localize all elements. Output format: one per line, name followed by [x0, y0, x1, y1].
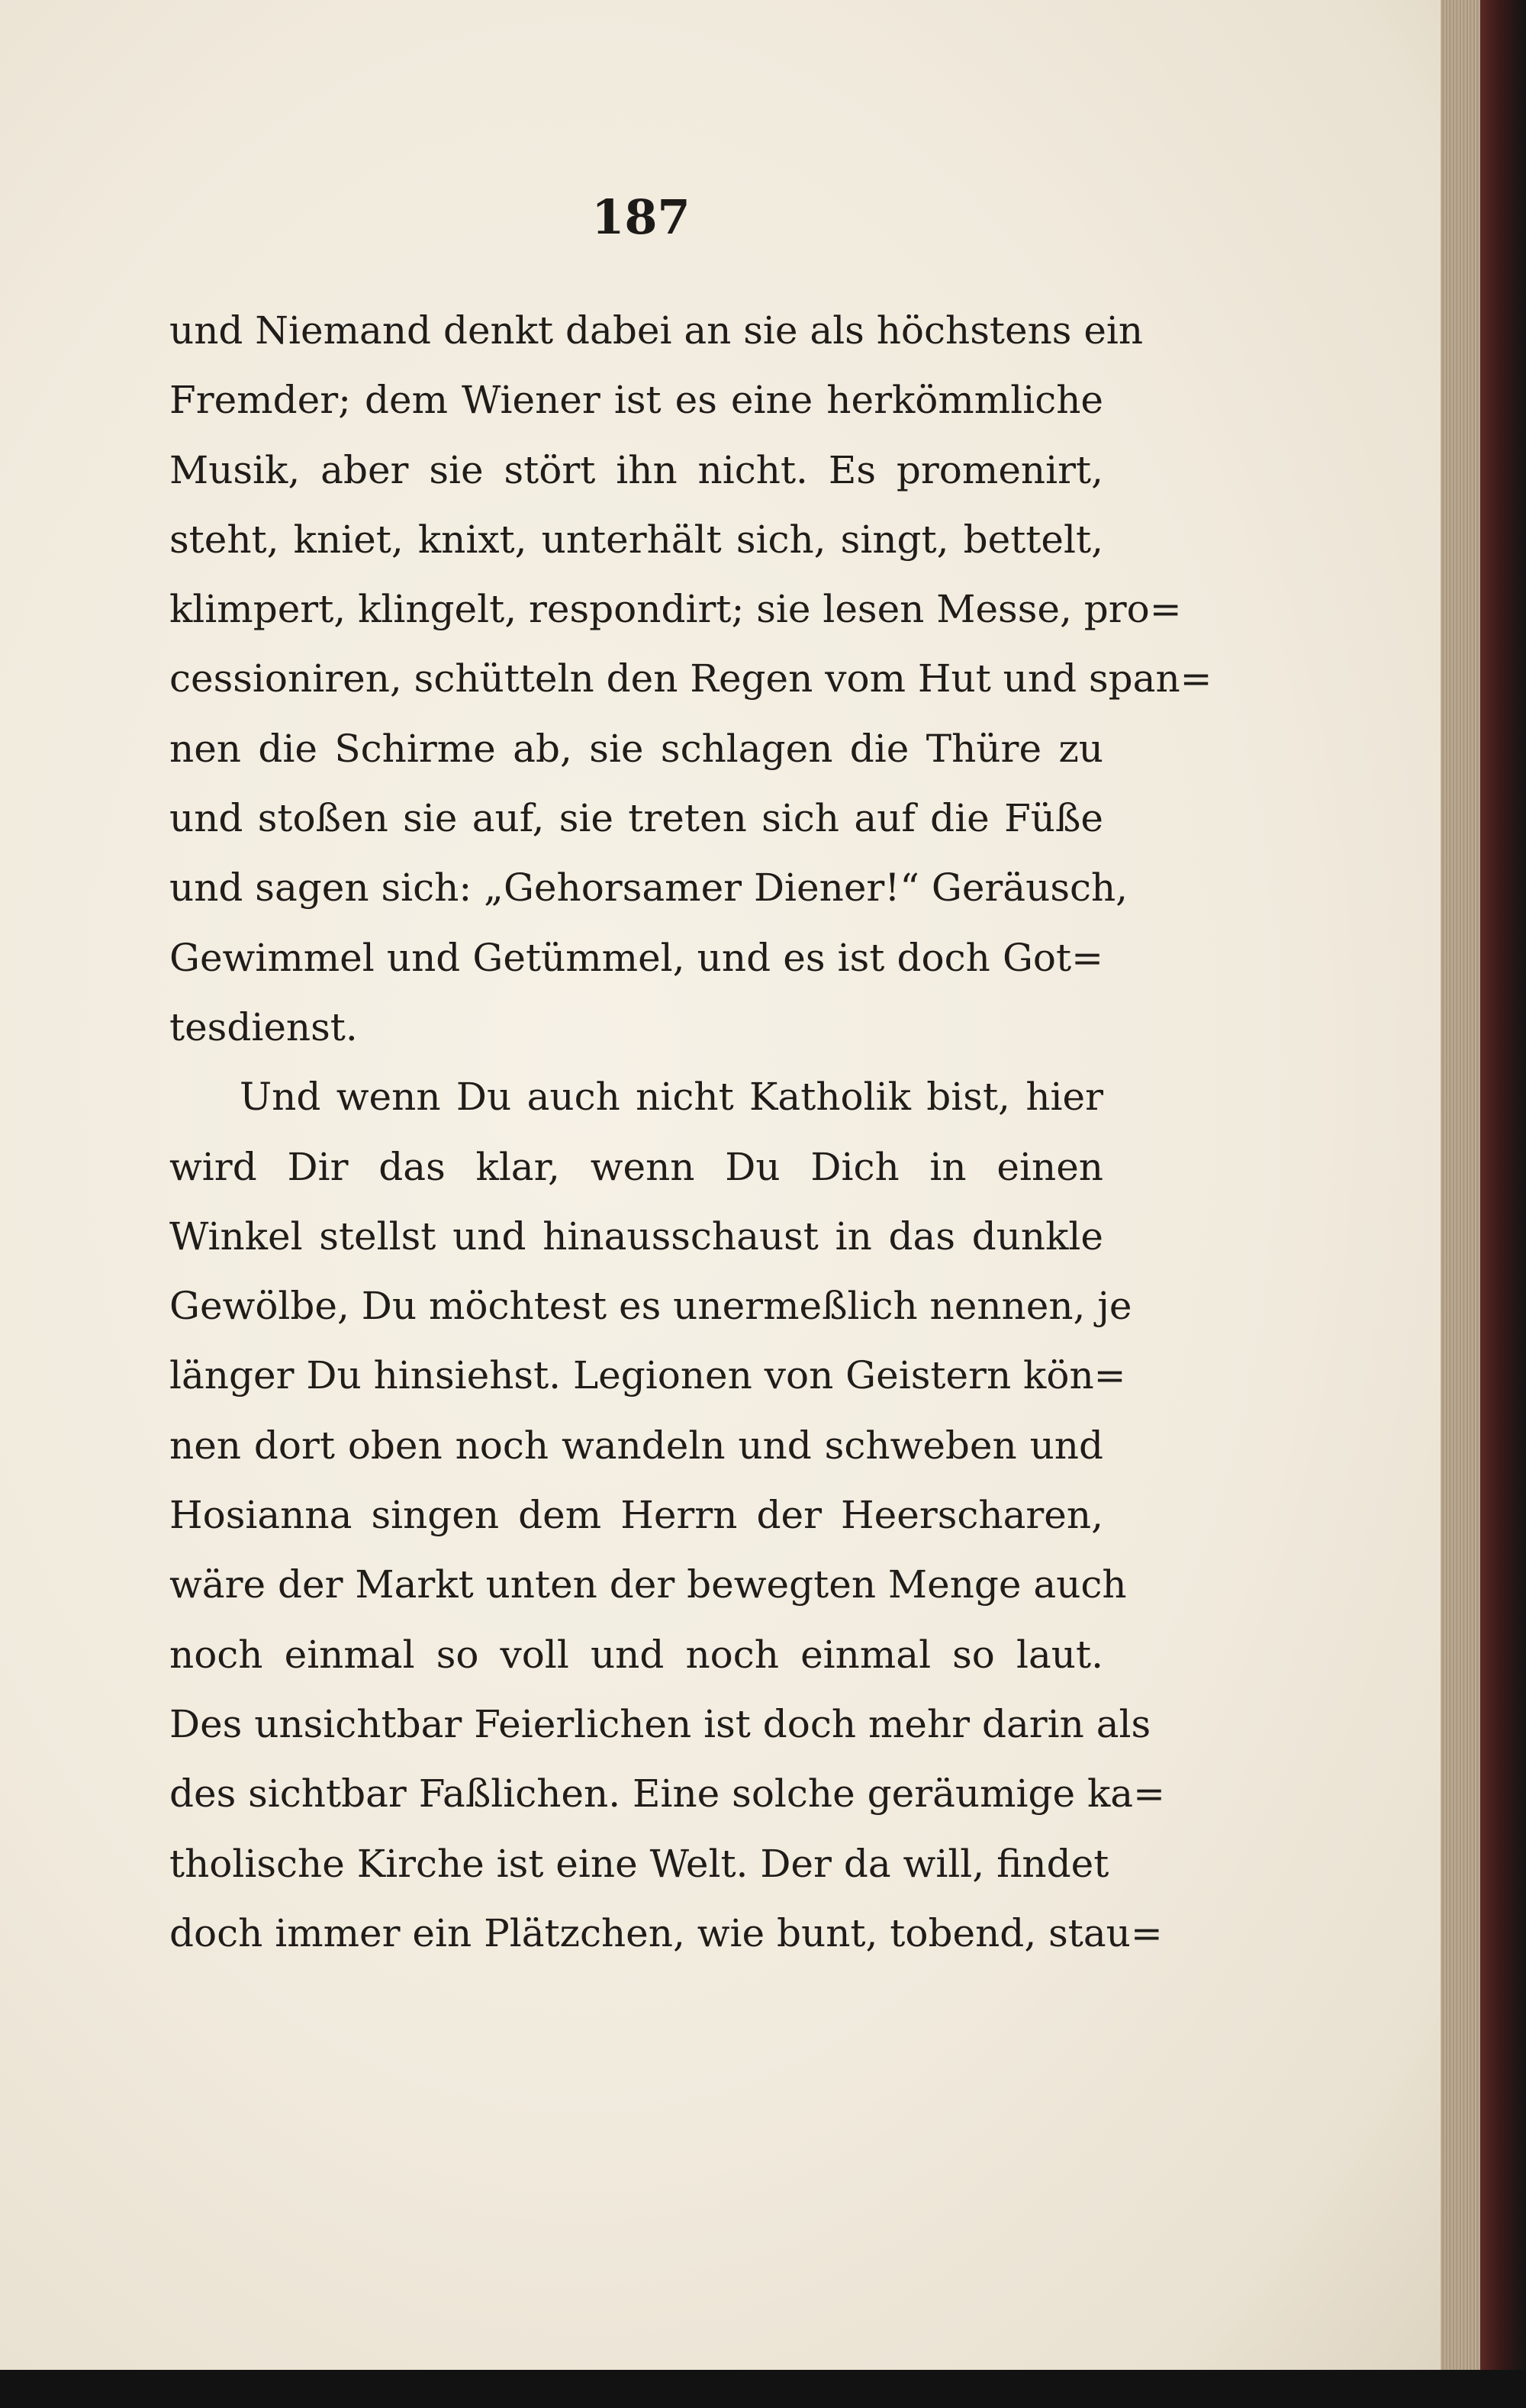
text-line: wird Dir das klar, wenn Du Dich in einen [169, 1144, 1103, 1189]
text-line: nen die Schirme ab, sie schlagen die Thüre zu [169, 726, 1103, 771]
text-line: länger Du hinsiehst. Legionen von Geistern kön= [169, 1353, 1126, 1398]
page-number: 187 [591, 189, 691, 245]
book-cover-edge [1480, 0, 1526, 2408]
body-text [169, 296, 1212, 1968]
text-line: und stoßen sie auf, sie treten sich auf die Füße [169, 796, 1103, 841]
text-line: Musik, aber sie stört ihn nicht. Es promenirt, [169, 447, 1103, 492]
text-line: klimpert, klingelt, respondirt; sie lesen Messe, pro= [169, 587, 1182, 632]
text-line: steht, kniet, knixt, unterhält sich, singt, bettelt, [169, 517, 1103, 562]
text-line: Hosianna singen dem Herrn der Heerscharen, [169, 1493, 1103, 1538]
text-line: Gewimmel und Getümmel, und es ist doch Got= [169, 935, 1103, 980]
text-line: cessioniren, schütteln den Regen vom Hut und span= [169, 656, 1212, 701]
text-line: und sagen sich: „Gehorsamer Diener!“ Geräusch, [169, 866, 1128, 911]
text-line: Gewölbe, Du möchtest es unermeßlich nennen, je [169, 1284, 1132, 1329]
text-line: des sichtbar Faßlichen. Eine solche geräumige ka= [169, 1771, 1166, 1816]
text-line: Winkel stellst und hinausschaust in das dunkle [169, 1214, 1103, 1259]
text-line: doch immer ein Plätzchen, wie bunt, tobend, stau= [169, 1910, 1163, 1955]
text-line: tholische Kirche ist eine Welt. Der da will, findet [169, 1841, 1109, 1886]
text-line: Fremder; dem Wiener ist es eine herkömmliche [169, 378, 1103, 423]
text-line: tesdienst. [169, 1004, 358, 1049]
scan-bottom-margin [0, 2370, 1526, 2408]
text-line: noch einmal so voll und noch einmal so laut. [169, 1632, 1103, 1677]
text-line: Des unsichtbar Feierlichen ist doch mehr darin als [169, 1701, 1151, 1746]
text-line: und Niemand denkt dabei an sie als höchstens ein [169, 308, 1144, 353]
page-edges [1441, 0, 1480, 2370]
paragraph-start-line: Und wenn Du auch nicht Katholik bist, hier [240, 1075, 1103, 1120]
text-line: wäre der Markt unten der bewegten Menge auch [169, 1562, 1127, 1607]
text-line: nen dort oben noch wandeln und schweben und [169, 1423, 1103, 1468]
